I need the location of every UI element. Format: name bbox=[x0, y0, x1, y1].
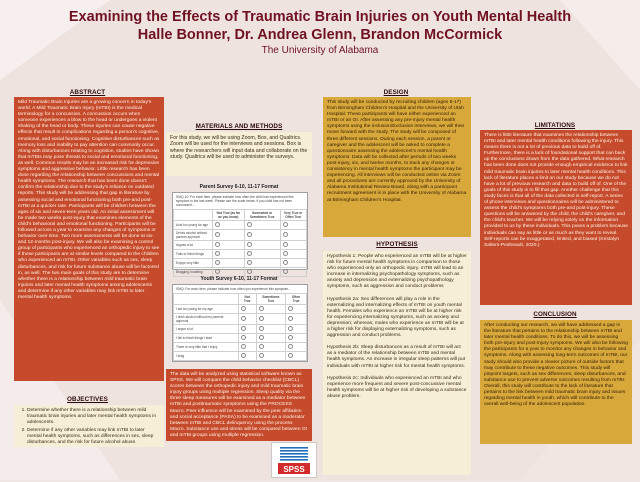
radio-option bbox=[247, 232, 252, 237]
poster-header bbox=[0, 8, 640, 57]
hypothesis-item: Hypothesis 2a: Sex differences will play a role in the externalizing and internalizing effects of mTBI on youth mental health. Females who experience an mTBI will be at higher risk for experiencing internalizing symptoms, such as anxiety and depression; whereas; males who experience an mTBI will be at a higher risk for displaying externalizing symptoms, such as aggression and conduct problems. bbox=[327, 296, 464, 339]
materials-panel bbox=[166, 132, 312, 176]
youth-survey-caption: Youth Survey 6-10, 11-17 Format bbox=[200, 276, 278, 282]
limitations-text: There is little literature that examines the relationship between mTBI and later mental health conditions following the injury. This means there is not a lot of previous data to build off of. Furthermore, there is a lack of foundational support that can back up the conclusions drawn from the data gathered. What research has been done does not provide enough empirical evidence to link mild traumatic brain injuries to later mental health conditions. This lack of literature places a limit on our study because we do not have a lot of previous research and data to build off of. One of the goals of this study is to fill that gap. Another challenge that this study faces is that all of the data collected is self-report. A series of phone interviews and questionnaires will be administered to assess the child's symptoms both pre-and post-injury. These questions will be answered by the child, the child's caregiver, and the child's teacher. We will be relying solely on the information provided to us by these individuals. This poses a problem because individuals can say as little or as much as they want to reveal. Self-reports can be exaggerated, limited, and biased (Kristalyn Salters-Pedneault, 2020.) bbox=[484, 133, 628, 248]
radio-option bbox=[241, 326, 246, 331]
abstract-heading: ABSTRACT bbox=[69, 89, 106, 96]
hypothesis-heading: HYPOTHESIS bbox=[376, 241, 418, 248]
poster-title: Examining the Effects of Traumatic Brain Injuries on Youth Mental Health bbox=[68, 9, 572, 25]
limitations-heading: LIMITATIONS bbox=[534, 122, 576, 129]
radio-option bbox=[247, 251, 252, 256]
radio-option bbox=[288, 316, 293, 321]
youth-survey-image bbox=[172, 284, 308, 362]
radio-option bbox=[283, 260, 288, 265]
design-text: This study will be conducted by recruiting children (ages 6-17) from Birmingham Children's Hospital and the University of Utah Hospital. These participants will have either experienced an mTBI or an OI. After assessing any pre-injury mental health symptoms using the inclusion/Exclusion interviews, we will then move forward with the study. The study will be composed of three different sessions. During each session, a parent or caregiver and the adolescent will be asked to complete a questionnaire assessing the adolescent's mental health symptoms. Data will be collected after periods of two weeks post-injury, six, and twelve months, to track any changes or consistency in mental health symptoms the participant may be experiencing. All interviews will be conducted online via Zoom and all procedures are currently approved by the University of Alabama Institutional Review Board, along with a participant recruitment agreement is in place with the University of Alabama at Birmingham Children's Hospital. bbox=[327, 100, 467, 203]
radio-option bbox=[247, 222, 252, 227]
survey-col-header: Not True (as far as you know) bbox=[213, 210, 244, 221]
radio-option bbox=[283, 251, 288, 256]
survey-col-header: Not True bbox=[238, 294, 256, 305]
survey-col-header: Often True bbox=[286, 294, 307, 305]
abstract-panel bbox=[14, 97, 164, 381]
poster-institution: The University of Alabama bbox=[261, 45, 379, 56]
hypothesis-item: Hypothesis 1: People who experienced an mTBI will be at higher risk for future mental health symptoms in comparison to those who experienced only an orthopedic injury. mTBI will lead to an increase in internalizing psychopathology symptoms, such as anxiety and depression and externalizing psychopathology symptoms, such as aggression and conduct problems bbox=[327, 254, 467, 290]
radio-option bbox=[283, 269, 288, 274]
conclusion-panel bbox=[480, 320, 632, 444]
radio-option bbox=[259, 316, 264, 321]
conclusion-heading: CONCLUSION bbox=[533, 311, 577, 318]
radio-option bbox=[288, 344, 293, 349]
radio-option bbox=[241, 335, 246, 340]
survey-col-header: Somewhat or Sometimes True bbox=[244, 210, 280, 221]
materials-heading: MATERIALS AND METHODS bbox=[195, 123, 283, 130]
radio-option bbox=[288, 353, 293, 358]
limitations-panel bbox=[480, 130, 632, 305]
radio-option bbox=[288, 326, 293, 331]
radio-option bbox=[259, 353, 264, 358]
design-panel bbox=[323, 97, 471, 237]
survey-row-label: I argue a lot bbox=[174, 325, 239, 334]
design-heading: DESIGN bbox=[383, 89, 409, 96]
radio-option bbox=[241, 344, 246, 349]
ibm-spss-logo bbox=[271, 442, 317, 478]
survey-col-header bbox=[174, 294, 239, 305]
radio-option bbox=[247, 260, 252, 265]
parent-survey-image bbox=[172, 192, 308, 274]
radio-option bbox=[247, 269, 252, 274]
ibm-spss-logo-graphic bbox=[272, 443, 316, 477]
analysis-panel bbox=[166, 369, 312, 441]
radio-option bbox=[283, 232, 288, 237]
survey-row-label: Enjoys very little bbox=[174, 259, 213, 268]
survey-row-label: Acts too young for age bbox=[174, 221, 213, 230]
hypothesis-item: Hypothesis 2c: Individuals who experienced an mTBI and who experience more frequent and severe post-concussive mental health symptoms will be at higher risk of developing a substance abuse problem. bbox=[327, 375, 467, 399]
survey-row-label: I act too young for my age bbox=[174, 305, 239, 314]
materials-text: For this study, we will be using Zoom, Box, and Qualtrics. Zoom will be used for the interviews and sessions. Box is where the researchers will input data and collaborate on the study. Qualtrics will be used to administer the surveys. bbox=[170, 135, 308, 161]
parent-survey-table bbox=[173, 209, 307, 277]
objective-item: 2. Determine if any other variables may link mTBI to later mental health symptoms, such as differences in sex, sleep disturbances, and the risk for future alcohol abuse. bbox=[27, 428, 160, 446]
parent-survey-instructions: SMQ-10: For each item, please indicate how often the child has experienced this symptom in the last week. Please use the scale below. If you child has not been concussed... bbox=[176, 195, 294, 207]
survey-row-label: Drinks alcohol without parents approval bbox=[174, 230, 213, 241]
radio-option bbox=[259, 306, 264, 311]
parent-survey-caption: Parent Survey 6-10, 11-17 Format bbox=[199, 184, 279, 190]
radio-option bbox=[241, 316, 246, 321]
survey-row-label: I drink alcohol without my parents approval bbox=[174, 314, 239, 325]
survey-row-label: Fails to finish things bbox=[174, 250, 213, 259]
hypothesis-panel bbox=[323, 251, 471, 475]
radio-option bbox=[215, 260, 220, 265]
radio-option bbox=[283, 222, 288, 227]
survey-row-label: Bragging, boasting bbox=[174, 268, 213, 277]
youth-survey-table bbox=[173, 293, 307, 361]
objective-item: 1. Determine whether there is a relationship between mild traumatic brain injuries and later mental health symptoms in adolescents. bbox=[27, 408, 160, 426]
survey-col-header bbox=[174, 210, 213, 221]
survey-col-header: Very True or Often True bbox=[280, 210, 307, 221]
survey-row-label: I fail to finish things I start bbox=[174, 334, 239, 343]
radio-option bbox=[288, 335, 293, 340]
conclusion-text: After conducting our research, we will have addressed a gap in the literature that pertains to the relationship between mTBI and later mental health conditions. To do this, we will be assessing both pre-injury and post-injury symptoms. We will also be following the participants for a year to monitor any changes in behavior and symptoms. Along with assessing long-term outcomes of mTBI, our study should also provide a clearer picture of outside factors that may contribute to these negative outcomes. This study will pinpoint targets, such as sex differences, sleep disturbances, and substance use to prevent adverse outcomes resulting from mTBI. Overall, this study will contribute to the lack of literature that pertains to the link between mild traumatic brain injury and issues regarding mental health in youth, which will contribute to the overall well-being of the adolescent population. bbox=[484, 323, 628, 408]
svg-text:SPSS: SPSS bbox=[283, 465, 305, 474]
radio-option bbox=[215, 232, 220, 237]
radio-option bbox=[283, 242, 288, 247]
analysis-text: The data will be analyzed using statistical software known as SPSS. We will compare the child behavior checklist (CBCL) scores between the orthopedic injury and mild traumatic brain injury groups using multiple regression. Sleep quality via the three sleep measures will be examined as a mediator between mTBI and posttraumatic symptoms using the PROCESS Macro. Peer influence will be examined by the peer affiliation and social acceptance (PASA) to be examined as a moderator between mTBI and CBCL delinquency using the process Macro. Substance use and stress will be compared between OI and mTBI groups using multiple regression. bbox=[170, 372, 308, 438]
radio-option bbox=[247, 242, 252, 247]
radio-option bbox=[259, 335, 264, 340]
radio-option bbox=[215, 251, 220, 256]
radio-option bbox=[241, 306, 246, 311]
objectives-heading: OBJECTIVES bbox=[67, 396, 108, 403]
radio-option bbox=[288, 306, 293, 311]
abstract-text: Mild Traumatic Brain Injuries are a growing concern in today's world. A Mild Traumatic Brain Injury (mTBI) is the medical terminology for a concussion. A concussion occurs when someone experiences a blow to the head or undergoes a violent shaking of the head or body. These injuries can cause negative effects that result in complications regarding a person's cognitive, emotional, and social functioning. Cognitive disturbances such as memory loss and inability to pay attention can commonly occur. Along with disturbances relating to cognition, studies have shown that mTBIs may pose threats to social and emotional functioning, as well. Common results may be an increased risk for depressive symptoms and aggressive behavior. Little research has been done regarding the relationship between concussions and mental health symptoms. The research that has been done doesn't confirm the relationship due to the study's reliance on outdated reports. This study will be addressing that gap in literature by assessing social and emotional functioning both pre-and post-mTBI at a quicker rate. Participants will be children between the ages of six and seven-teen years old. An initial assessment will be made two weeks post-injury that examines elements of the child's behavioral and emotional functioning. Participants will be followed across a year to examine any changes of symptoms or behavior over time. Two more assessments will be done at six- and 12-months post-injury. We will also be examining a control group of participants who experienced an orthopedic injury to see if these participants are at similar levels compared to the children who experienced an mTBI. Other variables such as sex, sleep disturbances, and risk for future substance abuse will be factored in, as well. The two main goals of this study are to determine whether there is a relationship between mild traumatic brain injuries and later mental health symptoms among adolescents and determine if any other variables may link mTBI to later mental health symptoms. bbox=[18, 100, 160, 300]
youth-survey-instructions: SMQ: For each item, please indicate how often you experience this symptom... bbox=[176, 287, 291, 291]
radio-option bbox=[215, 222, 220, 227]
poster-authors: Halle Bonner, Dr. Andrea Glenn, Brandon McCormick bbox=[137, 27, 503, 43]
survey-row-label: I brag bbox=[174, 352, 239, 361]
radio-option bbox=[215, 242, 220, 247]
objectives-panel bbox=[14, 405, 164, 447]
radio-option bbox=[241, 353, 246, 358]
survey-row-label: Argues a lot bbox=[174, 241, 213, 250]
radio-option bbox=[215, 269, 220, 274]
hypothesis-item: Hypothesis 2b: Sleep disturbances as a result of mTBI will act as a mediator of the relationship between mTBI and mental health symptoms. An increase in irregular sleep patterns will put individuals with mTBI at higher risk for mental health symptoms. bbox=[327, 345, 466, 369]
radio-option bbox=[259, 326, 264, 331]
survey-row-label: There is very little that I enjoy bbox=[174, 343, 239, 352]
survey-col-header: Sometimes True bbox=[256, 294, 286, 305]
objectives-list bbox=[18, 408, 160, 447]
radio-option bbox=[259, 344, 264, 349]
